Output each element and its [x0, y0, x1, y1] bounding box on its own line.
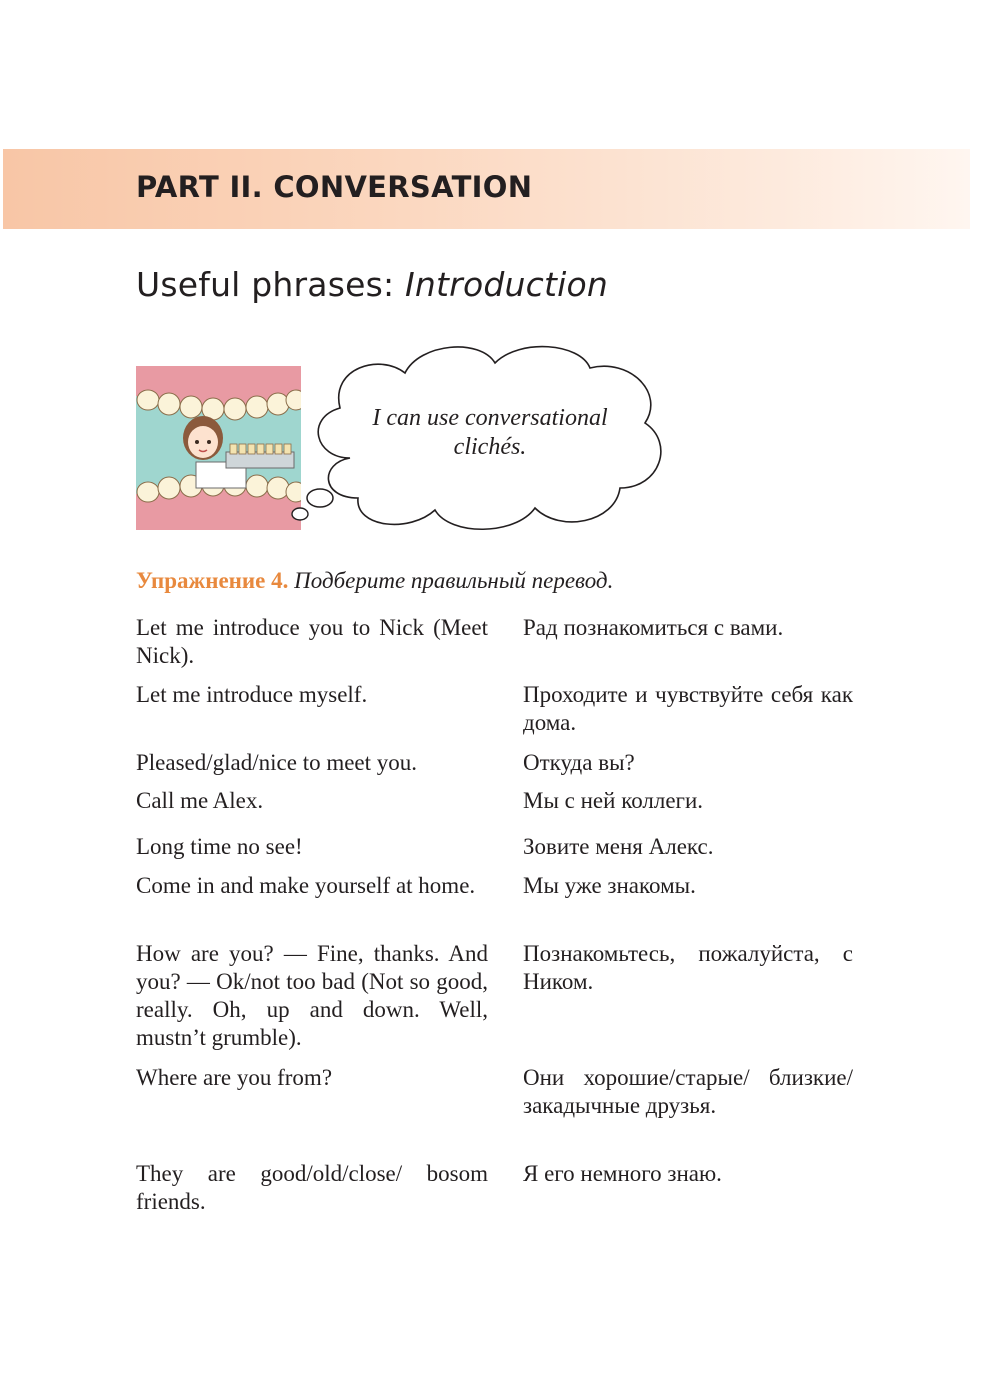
english-phrase: Let me introduce you to Nick (Meet Nick).: [136, 615, 488, 668]
russian-translation: Проходите и чувствуйте себя как дома.: [523, 682, 853, 735]
russian-translation: Мы уже знакомы.: [523, 873, 696, 898]
russian-translation: Зовите меня Алекс.: [523, 834, 714, 859]
russian-translation: Я его немного знаю.: [523, 1161, 722, 1186]
russian-translation: Откуда вы?: [523, 750, 635, 775]
russian-translation: Познакомьтесь, пожалуйста, с Ником.: [523, 941, 853, 994]
exercise-instruction: Подберите правильный перевод.: [294, 568, 614, 593]
exercise-heading: [136, 568, 613, 594]
russian-translation: Мы с ней коллеги.: [523, 788, 704, 813]
english-phrase: How are you? — Fine, thanks. And you? — Ok/not too bad (Not so good, really. Oh, up and down. Well, mustn’t grumble).: [136, 941, 488, 1050]
english-phrase: Pleased/glad/nice to meet you.: [136, 750, 418, 775]
dentist-with-teeth-icon: [136, 366, 301, 530]
english-phrase: They are good/old/close/ bosom friends.: [136, 1161, 488, 1214]
subtitle-plain: Useful phrases:: [136, 265, 405, 304]
english-phrase: Let me introduce myself.: [136, 682, 368, 707]
bubble-text: I can use conversational clichés.: [372, 405, 608, 460]
english-phrase: Call me Alex.: [136, 788, 264, 813]
russian-translation: Рад познакомиться с вами.: [523, 615, 784, 640]
english-phrase: Where are you from?: [136, 1065, 333, 1090]
part-title: PART II. CONVERSATION: [136, 170, 533, 204]
english-phrase: Come in and make yourself at home.: [136, 873, 476, 898]
russian-translation: Они хорошие/старые/ близкие/закадычные друзья.: [523, 1065, 853, 1118]
english-phrase: Long time no see!: [136, 834, 303, 859]
exercise-label: Упражнение 4.: [136, 568, 289, 593]
subtitle-italic: Introduction: [405, 265, 608, 304]
page-subtitle: [136, 265, 608, 304]
